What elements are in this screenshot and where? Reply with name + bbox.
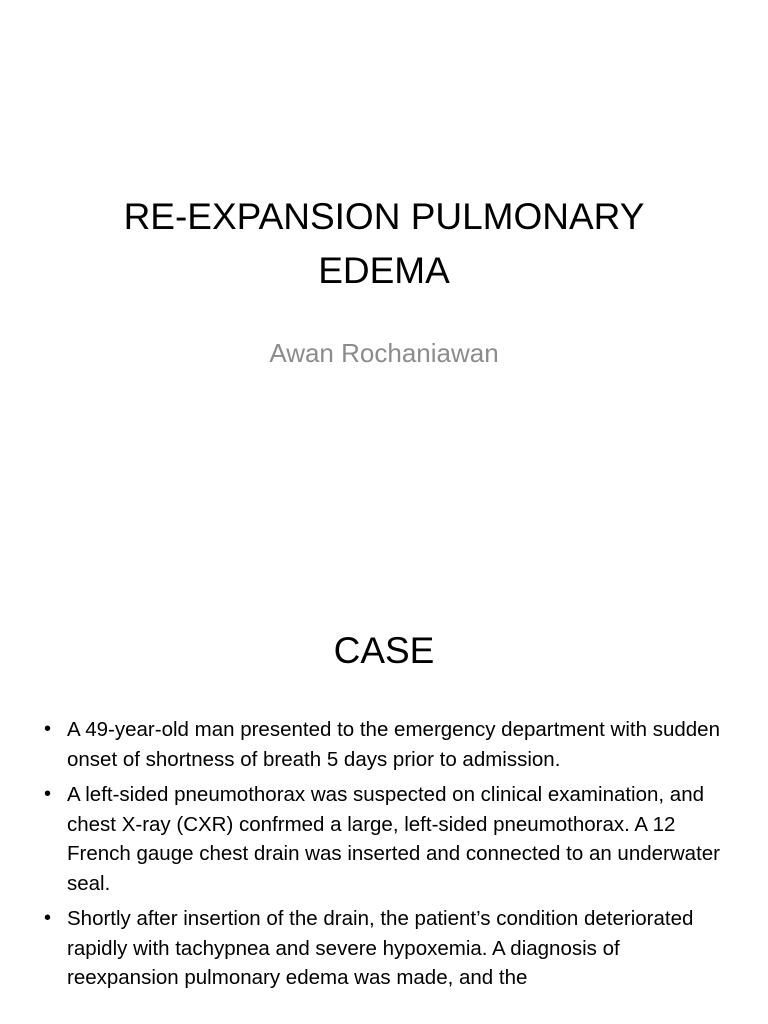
- presentation-title: [60, 190, 708, 298]
- bullet-item: [44, 715, 724, 774]
- title-line-1: RE-EXPANSION PULMONARY: [123, 196, 645, 237]
- bullet-dot-icon: •: [44, 718, 52, 740]
- bullet-dot-icon: •: [44, 907, 52, 929]
- case-heading: CASE: [333, 630, 435, 671]
- bullet-text: A left-sided pneumothorax was suspected on clinical examination, and chest X-ray (CXR) confrmed a large, left-sided pneumothorax. A 12 French gauge chest drain was inserted and connected to an underwater seal.: [67, 783, 720, 895]
- bullet-text: Shortly after insertion of the drain, the patient’s condition deteriorated rapidly with tachypnea and severe hypoxemia. A diagnosis of reexpansion pulmonary edema was made, and the: [67, 907, 694, 989]
- bullet-dot-icon: •: [44, 783, 52, 805]
- title-line-2: EDEMA: [318, 250, 450, 291]
- bullet-item: [44, 780, 724, 898]
- author-subtitle: Awan Rochaniawan: [269, 338, 499, 368]
- case-bullet-list: [44, 715, 724, 999]
- bullet-item: [44, 904, 724, 993]
- case-slide: [0, 575, 768, 1024]
- bullet-text: A 49-year-old man presented to the emergency department with sudden onset of shortness of breath 5 days prior to admission.: [67, 718, 720, 771]
